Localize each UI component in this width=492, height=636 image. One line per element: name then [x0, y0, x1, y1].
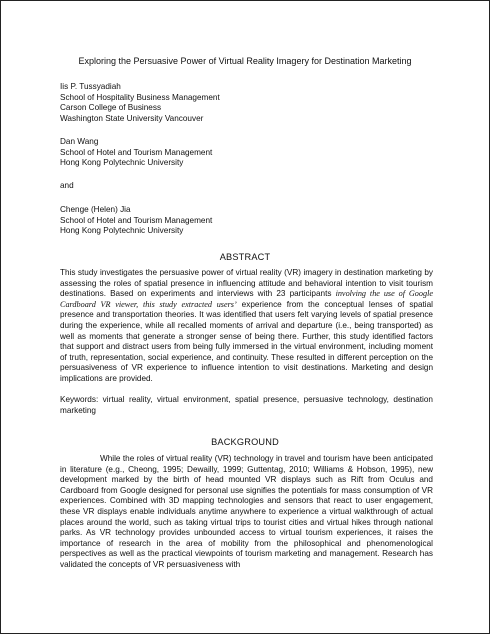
- author-affiliation-line: Carson College of Business: [60, 103, 162, 113]
- author-affiliation-line: Washington State University Vancouver: [60, 113, 204, 123]
- background-heading: BACKGROUND: [211, 437, 279, 447]
- author-affiliation-line: School of Hospitality Business Management: [60, 92, 220, 102]
- author-block-3: [60, 205, 212, 237]
- author-affiliation-line: School of Hotel and Tourism Management: [60, 215, 213, 225]
- abstract-paragraph: [60, 268, 433, 385]
- author-name: Iis P. Tussyadiah: [60, 82, 121, 91]
- author-block-1: [60, 82, 220, 124]
- and-text: and: [60, 181, 74, 190]
- paper-title: Exploring the Persuasive Power of Virtual Reality Imagery for Destination Marketing: [78, 56, 412, 66]
- abstract-text-italic: involving the use of Google Cardboard VR viewer, this study extracted users’: [60, 289, 433, 309]
- abstract-text-end: experience from the conceptual lenses of spatial presence and transportation theories. It was identified that users felt varying levels of spatial presence during the experience, while all recalled moments of arrival and departure (i.e., being transported) as well as moments that generate a stronger sense of being there. Further, this study identified factors that support and distract users from being fully immersed in the virtual environment, including moment of truth, representation, social experience, and continuity. These resulted in different perception on the persuasiveness of VR experience to influence intention to visit destinations. Marketing and design implications are provided.: [60, 299, 433, 383]
- author-name: Chenge (Helen) Jia: [60, 205, 131, 214]
- and-separator: [60, 181, 74, 192]
- keywords: Keywords: virtual reality, virtual environment, spatial presence, persuasive technology, destination marketing: [60, 395, 433, 415]
- abstract-heading: ABSTRACT: [219, 252, 271, 262]
- author-affiliation-line: School of Hotel and Tourism Management: [60, 147, 213, 157]
- author-name: Dan Wang: [60, 137, 99, 146]
- author-block-2: [60, 137, 212, 169]
- author-affiliation-line: Hong Kong Polytechnic University: [60, 158, 184, 168]
- author-affiliation-line: Hong Kong Polytechnic University: [60, 226, 184, 236]
- background-paragraph: While the roles of virtual reality (VR) technology in travel and tourism have been anticipated in literature (e.g., Cheong, 1995; Dewailly, 1999; Guttentag, 2010; Williams & Hobson, 1995), new development marked by the birth of head mounted VR displays such as Rift from Oculus and Cardboard from Google designed for personal use signifies the potentials for mass consumption of VR experiences. Combined with 3D mapping technologies and sensors that react to user engagement, these VR displays enable individuals anytime anywhere to experience a virtual walkthrough of actual places around the world, such as taking virtual trips to tourist cities and virtual hikes through national parks. As VR technology provides unbounded access to virtual tourism experiences, it raises the importance of research in the area of mobility from the philosophical and phenomenological perspectives as well as the practical viewpoints of tourism marketing and management. Research has validated the concepts of VR persuasiveness with: [60, 454, 433, 569]
- abstract-text-start: This study investigates the persuasive power of virtual reality (VR) imagery in destination marketing by assessing the roles of spatial presence in influencing attitude and behavioral intention to visit tourism destinations. Based on experiments and interviews with 23 participants: [60, 268, 433, 299]
